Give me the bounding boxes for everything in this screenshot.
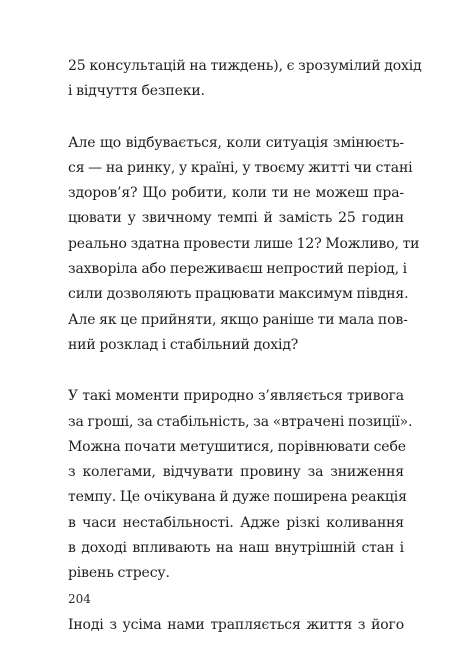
text-line: цювати у звичному темпі й замість 25 годин bbox=[68, 210, 404, 227]
paragraph bbox=[68, 54, 422, 105]
text-line: здоров’я? Що робити, коли ти не можеш пра- bbox=[68, 185, 404, 202]
text-line: Можна почати метушитися, порівнювати себе bbox=[68, 438, 406, 455]
text-line: в доході впливають на наш внутрішній стан і bbox=[68, 540, 404, 557]
text-line: і відчуття безпеки. bbox=[68, 83, 205, 100]
body-text bbox=[68, 54, 422, 664]
text-line: темпу. Це очікувана й дуже поширена реакція bbox=[68, 489, 407, 506]
text-line: Іноді з усіма нами трапляється життя з його bbox=[68, 616, 404, 633]
text-line: сили дозволяють працювати максимум півдня. bbox=[68, 286, 409, 303]
text-line: 25 консультацій на тиждень), є зрозумілий дохід bbox=[68, 58, 422, 74]
text-line: Але як це прийняти, якщо раніше ти мала пов- bbox=[68, 311, 408, 328]
paragraph bbox=[68, 613, 404, 638]
text-line: з колегами, відчувати провину за зниження bbox=[68, 464, 404, 481]
text-line: Але що відбувається, коли ситуація змінюєть- bbox=[68, 134, 404, 151]
text-line: за гроші, за стабільність, за «втрачені позиції». bbox=[68, 413, 413, 430]
text-line: захворіла або переживаєш непростий період, і bbox=[68, 261, 407, 278]
text-line: ний розклад і стабільний дохід? bbox=[68, 336, 299, 353]
paragraph bbox=[68, 131, 420, 359]
text-line: У такі моменти природно з’являється тривога bbox=[68, 388, 404, 405]
text-line: ся — на ринку, у країні, у твоєму житті чи стані bbox=[68, 159, 413, 176]
text-line: рівень стресу. bbox=[68, 565, 170, 582]
text-line: в часи нестабільності. Адже різкі коливання bbox=[68, 514, 404, 531]
text-line: реально здатна провести лише 12? Можливо, ти bbox=[68, 235, 420, 252]
paragraph bbox=[68, 384, 413, 586]
page-number: 204 bbox=[68, 592, 91, 606]
